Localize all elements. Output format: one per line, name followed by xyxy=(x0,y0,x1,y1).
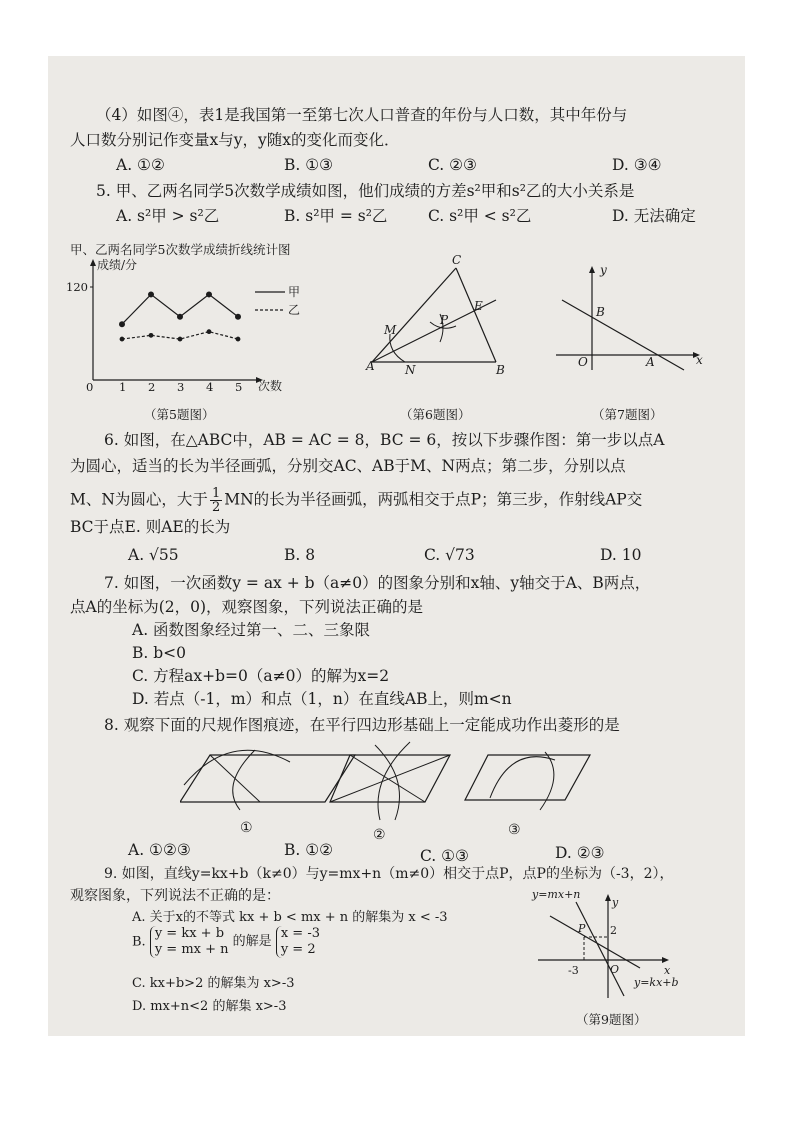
q7-option-b: B. b<0 xyxy=(132,644,187,662)
data-point-jia-2 xyxy=(148,291,154,297)
q9-line2: 观察图象，下列说法不正确的是： xyxy=(70,888,280,904)
fig8-label-1: ① xyxy=(240,820,253,836)
x-axis-arrow xyxy=(662,957,669,963)
fig5-title: 甲、乙两名同学5次数学成绩折线统计图 xyxy=(70,242,291,257)
fraction-denominator: 2 xyxy=(211,500,221,515)
label-o: O xyxy=(578,355,588,369)
y-tick-120: 120 xyxy=(66,280,88,294)
segment-1 xyxy=(210,755,260,802)
q9-option-c: C. kx+b>2 的解集为 x>-3 xyxy=(132,976,295,991)
label-line-kx-b: y=kx+b xyxy=(634,976,679,989)
fig8-label-2: ② xyxy=(373,827,386,840)
q6-option-d: D. 10 xyxy=(600,546,642,564)
arc-mn xyxy=(390,334,405,362)
label-o: O xyxy=(610,963,620,976)
q7-option-a: A. 函数图象经过第一、二、三象限 xyxy=(132,621,371,639)
equation-system xyxy=(150,926,229,958)
diagonal-2a xyxy=(350,755,425,802)
solution-system xyxy=(276,926,320,958)
q8-option-c: C. ①③ xyxy=(420,847,469,865)
coordinate-figure-7 xyxy=(548,260,718,380)
label-a: A xyxy=(366,359,375,373)
y-axis-label: 成绩/分 xyxy=(97,258,138,272)
x-tick-5: 5 xyxy=(235,380,243,394)
fraction-numerator: 1 xyxy=(211,486,221,501)
data-point-yi-5 xyxy=(236,337,241,342)
label-line-mx-n: y=mx+n xyxy=(532,888,581,901)
q5-option-c: C. s²甲 < s²乙 xyxy=(428,207,532,225)
data-point-jia-5 xyxy=(235,314,241,320)
fig6-caption: （第6题图） xyxy=(400,407,471,422)
x-tick-0: 0 xyxy=(86,380,94,394)
q6-line1: 6. 如图，在△ABC中，AB = AC = 8，BC = 6，按以下步骤作图：第一步以点A xyxy=(104,431,665,449)
q5-option-a: A. s²甲 > s²乙 xyxy=(116,207,220,225)
q6-line3 xyxy=(70,487,642,514)
line-mx-n xyxy=(576,902,624,996)
q5-option-d: D. 无法确定 xyxy=(612,207,696,225)
label-m: M xyxy=(384,323,397,337)
fig7-caption: （第7题图） xyxy=(592,407,663,422)
x-tick-1: 1 xyxy=(119,380,127,394)
q9-line1: 9. 如图，直线y=kx+b（k≠0）与y=mx+n（m≠0）相交于点P，点P的坐标为（-3，2）， xyxy=(104,866,674,882)
label-minus-3: -3 xyxy=(568,964,579,977)
q4-line2: 人口数分别记作变量x与y，y随x的变化而变化． xyxy=(70,131,400,149)
q5-option-b: B. s²甲 = s²乙 xyxy=(284,207,388,225)
label-p: P xyxy=(440,313,449,327)
q9-option-b-mid: 的解是 xyxy=(232,934,272,949)
q6-line3-end: MN的长为半径画弧，两弧相交于点P；第三步，作射线AP交 xyxy=(224,490,643,509)
x-tick-4: 4 xyxy=(206,380,214,394)
y-axis-arrow xyxy=(605,894,611,901)
q8-option-b: B. ①② xyxy=(284,841,334,859)
label-n: N xyxy=(405,363,416,377)
q7-option-d: D. 若点（-1，m）和点（1，n）在直线AB上，则m<n xyxy=(132,690,512,708)
y-axis-arrow xyxy=(90,259,96,266)
data-point-yi-2 xyxy=(149,333,154,338)
q6-line4: BC于点E. 则AE的长为 xyxy=(70,518,231,536)
x-axis-label: 次数 xyxy=(258,379,283,393)
label-e: E xyxy=(474,299,483,313)
q6-option-b: B. 8 xyxy=(284,546,316,564)
parallelogram-3 xyxy=(465,755,590,800)
q4-line1: （4）如图④，表1是我国第一至第七次人口普查的年份与人口数，其中年份与 xyxy=(96,106,628,124)
data-point-yi-4 xyxy=(207,329,212,334)
triangle-figure-6 xyxy=(360,252,520,382)
label-x: x xyxy=(696,353,703,367)
q6-line3-start: M、N为圆心，大于 xyxy=(70,490,208,509)
data-point-yi-3 xyxy=(178,337,183,342)
q8-option-a: A. ①②③ xyxy=(128,841,191,859)
label-y: y xyxy=(600,263,607,277)
q6-option-c: C. √73 xyxy=(424,546,475,564)
y-axis-arrow xyxy=(589,266,595,273)
q7-option-c: C. 方程ax+b=0（a≠0）的解为x=2 xyxy=(132,667,390,685)
q4-option-a: A. ①② xyxy=(116,156,165,174)
label-p: P xyxy=(578,922,586,935)
equation-2: y = mx + n xyxy=(154,942,229,957)
legend-label-yi: 乙 xyxy=(288,303,300,317)
data-point-jia-4 xyxy=(206,291,212,297)
intersecting-lines-figure-9 xyxy=(530,888,705,1008)
data-point-yi-1 xyxy=(120,337,125,342)
label-x: x xyxy=(664,964,671,977)
label-b: B xyxy=(596,305,605,319)
q7-line2: 点A的坐标为(2，0)，观察图象，下列说法正确的是 xyxy=(70,598,424,616)
q9-option-a: A. 关于x的不等式 kx + b < mx + n 的解集为 x < -3 xyxy=(132,910,448,925)
fig5-caption: （第5题图） xyxy=(144,407,215,422)
solution-x: x = -3 xyxy=(280,926,320,941)
line-chart-fig5 xyxy=(60,255,300,395)
label-y: y xyxy=(612,896,619,909)
q6-option-a: A. √55 xyxy=(128,546,179,564)
q9-option-b xyxy=(132,926,320,958)
q8-stem: 8. 观察下面的尺规作图痕迹，在平行四边形基础上一定能成功作出菱形的是 xyxy=(104,716,620,734)
label-2: 2 xyxy=(610,924,617,937)
parallelogram-figures-q8 xyxy=(180,740,600,840)
label-c: C xyxy=(452,253,462,267)
fig8-label-3: ③ xyxy=(508,822,521,838)
side-cb xyxy=(456,268,496,362)
label-b: B xyxy=(496,363,505,377)
q4-option-d: D. ③④ xyxy=(612,156,662,174)
solution-y: y = 2 xyxy=(280,942,316,957)
q4-option-b: B. ①③ xyxy=(284,156,334,174)
q4-option-c: C. ②③ xyxy=(428,156,477,174)
arc-3a xyxy=(490,757,555,798)
x-tick-3: 3 xyxy=(177,380,185,394)
q5-stem: 5. 甲、乙两名同学5次数学成绩如图，他们成绩的方差s²甲和s²乙的大小关系是 xyxy=(96,182,635,200)
equation-1: y = kx + b xyxy=(154,926,225,941)
fig9-caption: （第9题图） xyxy=(576,1012,647,1027)
arc-3b xyxy=(540,752,554,810)
one-half-fraction xyxy=(210,487,222,514)
x-tick-2: 2 xyxy=(148,380,156,394)
legend-label-jia: 甲 xyxy=(288,285,300,299)
data-point-jia-3 xyxy=(177,314,183,320)
data-point-jia-1 xyxy=(119,321,125,327)
q6-line2: 为圆心，适当的长为半径画弧，分别交AC、AB于M、N两点；第二步，分别以点 xyxy=(70,457,626,475)
label-a: A xyxy=(646,355,655,369)
parallelogram-1 xyxy=(180,755,355,802)
diagonal-2b xyxy=(330,755,450,802)
q9-option-b-prefix: B. xyxy=(132,934,146,950)
q8-option-d: D. ②③ xyxy=(555,844,605,862)
q9-option-d: D. mx+n<2 的解集 x>-3 xyxy=(132,999,287,1014)
q7-line1: 7. 如图，一次函数y = ax + b（a≠0）的图象分别和x轴、y轴交于A、B两点， xyxy=(104,574,651,592)
